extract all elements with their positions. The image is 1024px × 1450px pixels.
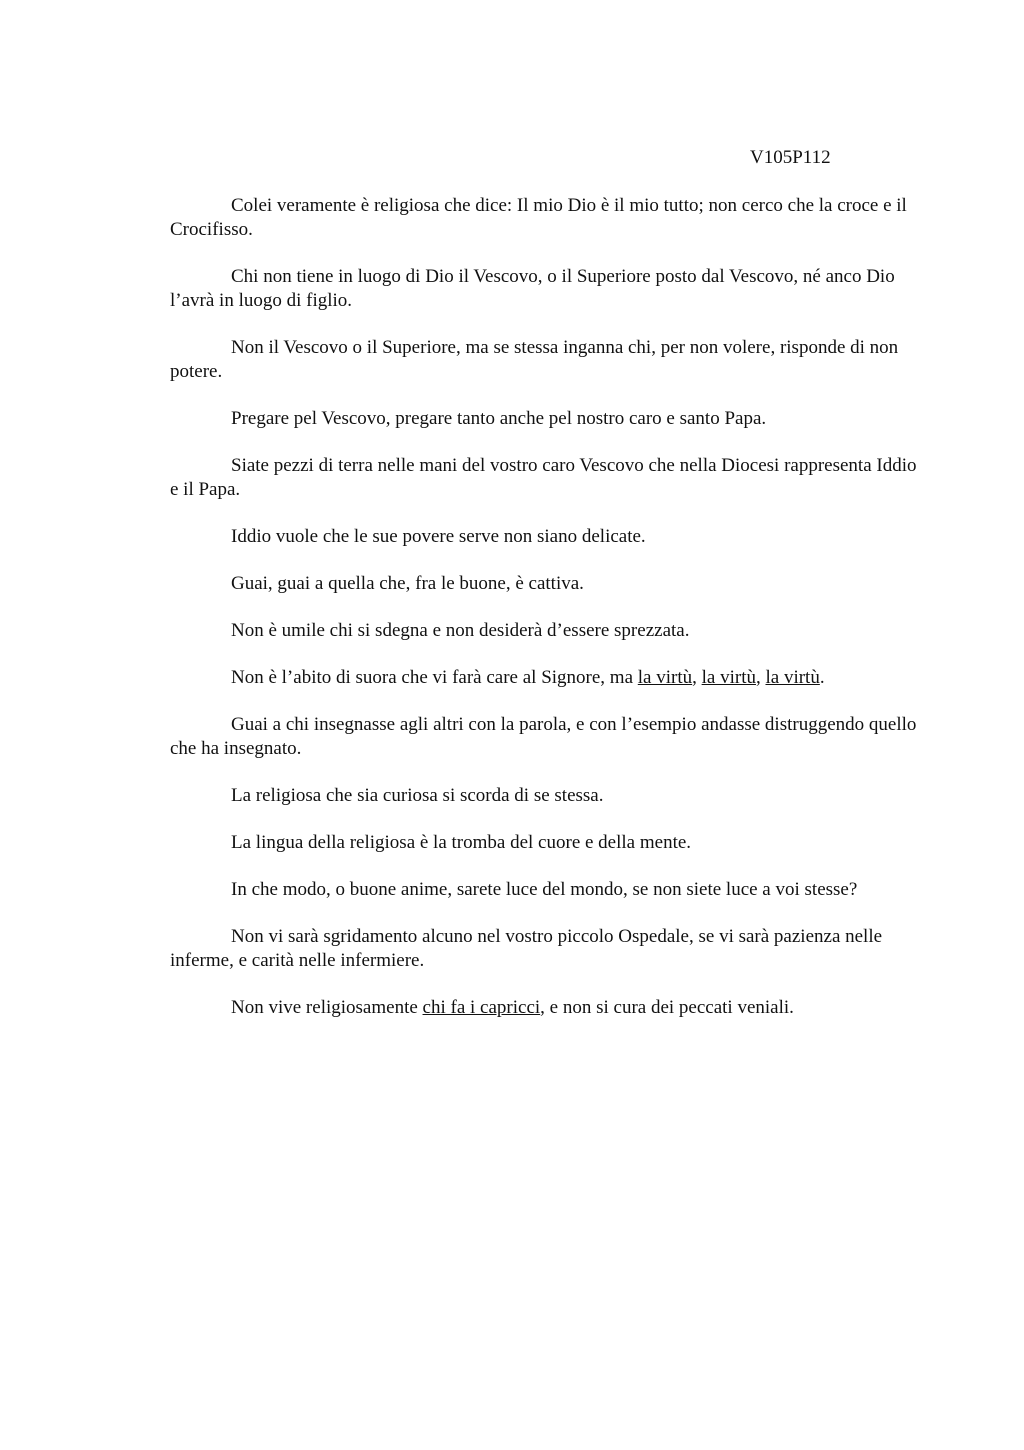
text-run: Non vive religiosamente	[231, 997, 423, 1018]
paragraph	[170, 831, 928, 855]
underlined-text: la virtù	[765, 667, 820, 688]
text-run: La religiosa che sia curiosa si scorda di se stessa.	[231, 785, 604, 806]
paragraph	[170, 925, 928, 973]
paragraph	[170, 784, 928, 808]
text-run: Non è umile chi si sdegna e non desiderà d’essere sprezzata.	[231, 620, 690, 641]
text-run: Pregare pel Vescovo, pregare tanto anche pel nostro caro e santo Papa.	[231, 408, 767, 429]
paragraph	[170, 713, 928, 761]
underlined-text: la virtù	[701, 667, 756, 688]
text-run: ,	[755, 667, 766, 688]
paragraph	[170, 265, 928, 313]
text-run: , e non si cura dei peccati veniali.	[540, 997, 794, 1018]
text-run: Iddio vuole che le sue povere serve non siano delicate.	[231, 526, 646, 547]
underlined-text: chi fa i capricci	[422, 997, 541, 1018]
paragraph	[170, 194, 928, 242]
text-run: Non il Vescovo o il Superiore, ma se stessa inganna chi, per non volere, risponde di non potere.	[170, 337, 899, 382]
body-text	[170, 194, 928, 1043]
underlined-text: la virtù	[637, 667, 693, 688]
text-run: La lingua della religiosa è la tromba del cuore e della mente.	[231, 832, 692, 853]
text-run: .	[819, 667, 825, 688]
text-run: Guai a chi insegnasse agli altri con la parola, e con l’esempio andasse distruggendo quello che ha insegnato.	[170, 714, 917, 759]
paragraph	[170, 878, 928, 902]
text-run: Chi non tiene in luogo di Dio il Vescovo, o il Superiore posto dal Vescovo, né anco Dio l’avrà in luogo di figlio.	[170, 266, 895, 311]
paragraph	[170, 619, 928, 643]
paragraph	[170, 572, 928, 596]
text-run: Siate pezzi di terra nelle mani del vostro caro Vescovo che nella Diocesi rappresenta Iddio e il Papa.	[170, 455, 917, 500]
paragraph	[170, 525, 928, 549]
paragraph	[170, 666, 928, 690]
paragraph	[170, 454, 928, 502]
paragraph	[170, 407, 928, 431]
text-run: Guai, guai a quella che, fra le buone, è cattiva.	[231, 573, 584, 594]
paragraph	[170, 996, 928, 1020]
text-run: Non vi sarà sgridamento alcuno nel vostro piccolo Ospedale, se vi sarà pazienza nelle inferme, e carità nelle infermiere.	[170, 926, 883, 971]
text-run: Non è l’abito di suora che vi farà care al Signore, ma	[231, 667, 638, 688]
text-run: Colei veramente è religiosa che dice: Il mio Dio è il mio tutto; non cerco che la croce e il Crocifisso.	[170, 195, 907, 240]
page-code: V105P112	[750, 147, 831, 168]
paragraph	[170, 336, 928, 384]
text-run: ,	[692, 667, 702, 688]
text-run: In che modo, o buone anime, sarete luce del mondo, se non siete luce a voi stesse?	[231, 879, 858, 900]
